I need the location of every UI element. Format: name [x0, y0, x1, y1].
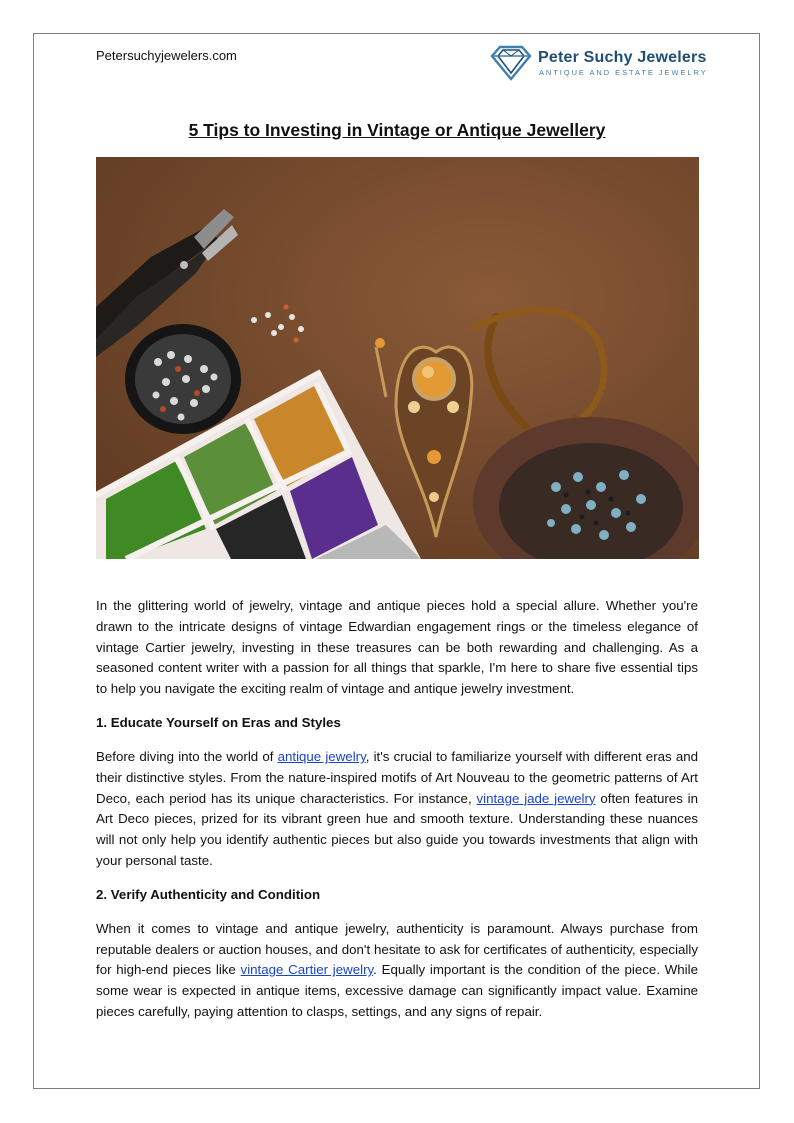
section-2-heading: 2. Verify Authenticity and Condition [96, 886, 321, 902]
bead-bowl [125, 324, 241, 434]
section-1-heading: 1. Educate Yourself on Eras and Styles [96, 714, 341, 730]
text-span: . Equally important is the condition of the piece. While some wear is expected in antique items, excessive damage can significantly impact value. Examine pieces carefully, paying attention to clasps, settings, and any signs of repair. [96, 962, 698, 1019]
vintage-cartier-jewelry-link[interactable]: vintage Cartier jewelry [240, 962, 374, 978]
logo-name: Peter Suchy Jewelers [538, 49, 707, 66]
article-title: 5 Tips to Investing in Vintage or Antique Jewellery [188, 120, 606, 140]
intro-paragraph: In the glittering world of jewelry, vintage and antique pieces hold a special allure. Whether you're drawn to the intricate designs of vintage Edwardian engagement rings or the timeless elegance of vintage Cartier jewelry, investing in these treasures can be both rewarding and challenging. As a seasoned content writer with a passion for all things that sparkle, I'm here to share five essential tips to help you navigate the exciting realm of vintage and antique jewelry investment. [96, 598, 698, 697]
text-span: , it's crucial to familiarize yourself with different eras and their distinctive styles. From the nature-inspired motifs of Art Nouveau to the geometric patterns of Art Deco, each period has its unique characteristics. For instance, [96, 748, 699, 806]
section-1-paragraph [96, 747, 698, 872]
antique-jewelry-link[interactable]: antique jewelry [277, 748, 366, 764]
vintage-jade-jewelry-link[interactable]: vintage jade jewelry [476, 790, 596, 806]
article-body [96, 596, 698, 1023]
diamond-icon [488, 44, 534, 82]
site-url: Petersuchyjewelers.com [96, 48, 237, 63]
text-span: When it comes to vintage and antique jewelry, authenticity is paramount. Always purchase from reputable dealers or auction houses, and don't hesitate to ask for certificates of authenticity, especially for high-end pieces like [96, 920, 698, 978]
section-2-paragraph [96, 919, 698, 1023]
logo-tagline: ANTIQUE AND ESTATE JEWELRY [539, 68, 708, 77]
text-span: Before diving into the world of [96, 748, 278, 764]
text-span: often features in Art Deco pieces, prized for its vibrant green hue and smooth texture. Understanding these nuances will not only help you identify authentic pieces but also guide you towards investments that align with your personal taste. [96, 790, 698, 868]
jewelry-photo [96, 157, 699, 559]
brand-logo[interactable] [488, 44, 708, 84]
